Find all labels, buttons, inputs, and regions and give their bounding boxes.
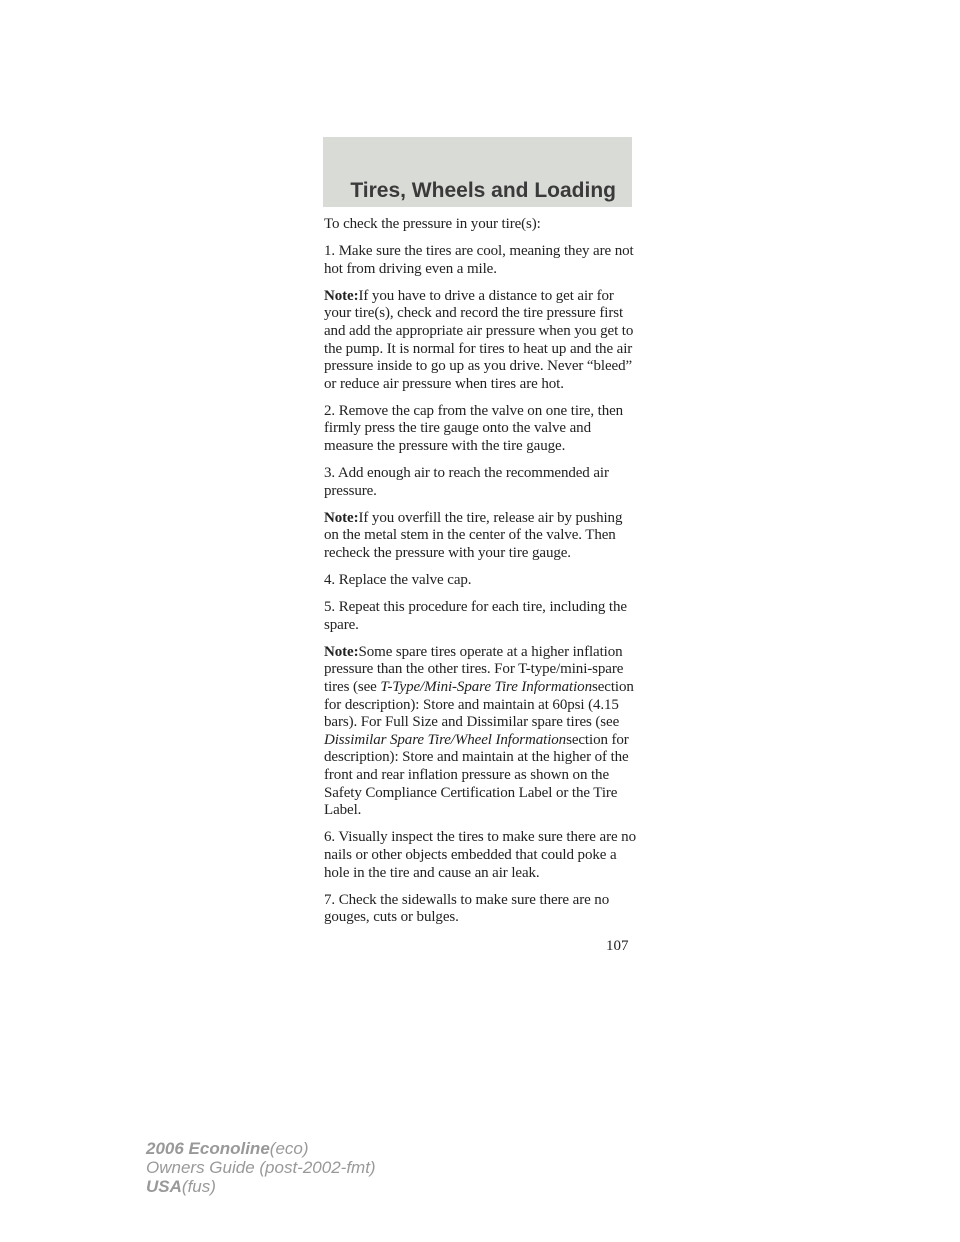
note-text: If you have to drive a distance to get air for your tire(s), check and record the tire pressure first and add the appropriate air pressure when you get to the pump. It is normal for tires to heat up and the air pressure inside to go up as you drive. Never “bleed” or reduce air pressure when tires are hot.: [324, 287, 634, 392]
note-label: Note:: [324, 509, 359, 526]
intro-paragraph: To check the pressure in your tire(s):: [324, 216, 541, 232]
section-reference: T-Type/Mini-Spare Tire Information: [380, 679, 592, 696]
note-label: Note:: [324, 287, 359, 304]
footer-market-code: (fus): [181, 1177, 216, 1196]
document-footer: [146, 1139, 376, 1196]
note-text: section for description): Store and maintain at 60psi (4.15 bars). For Full Size and Dissimilar spare tires (see: [324, 679, 634, 731]
note-text: If you overfill the tire, release air by pushing on the metal stem in the center of the valve. Then recheck the pressure with your tire gauge.: [324, 509, 623, 561]
step-3: 3. Add enough air to reach the recommended air pressure.: [324, 465, 609, 499]
note-text: Some spare tires operate at a higher inflation pressure than the other tires. For T-type/mini-spare tires (see: [324, 643, 624, 696]
page-content: [324, 216, 636, 936]
note-3: [324, 644, 636, 820]
note-1: [324, 288, 636, 394]
step-4: 4. Replace the valve cap.: [324, 572, 472, 589]
section-header-bar: [323, 137, 632, 207]
step-2: 2. Remove the cap from the valve on one tire, then firmly press the tire gauge onto the valve and measure the pressure with the tire gauge.: [324, 402, 624, 455]
footer-model: 2006 Econoline: [146, 1139, 270, 1158]
footer-line-2: Owners Guide (post-2002-fmt): [146, 1158, 376, 1177]
footer-line-3: [146, 1177, 376, 1196]
footer-model-code: (eco): [269, 1139, 309, 1158]
note-label: Note:: [324, 643, 359, 660]
section-reference: Dissimilar Spare Tire/Wheel Information: [324, 731, 567, 748]
footer-market: USA: [146, 1177, 182, 1196]
step-6: 6. Visually inspect the tires to make sure there are no nails or other objects embedded that could poke a hole in the tire and cause an air leak.: [324, 829, 636, 881]
step-5: 5. Repeat this procedure for each tire, including the spare.: [324, 599, 627, 633]
step-7: 7. Check the sidewalls to make sure there are no gouges, cuts or bulges.: [324, 891, 610, 926]
page-number: 107: [606, 938, 629, 954]
footer-line-1: [146, 1139, 376, 1158]
step-1: 1. Make sure the tires are cool, meaning they are not hot from driving even a mile.: [324, 243, 634, 277]
note-2: [324, 510, 636, 563]
note-text: section for description): Store and maintain at the higher of the front and rear inflation pressure as shown on the Safety Compliance Certification Label or the Tire Label.: [324, 731, 629, 819]
section-title: Tires, Wheels and Loading: [350, 179, 616, 202]
